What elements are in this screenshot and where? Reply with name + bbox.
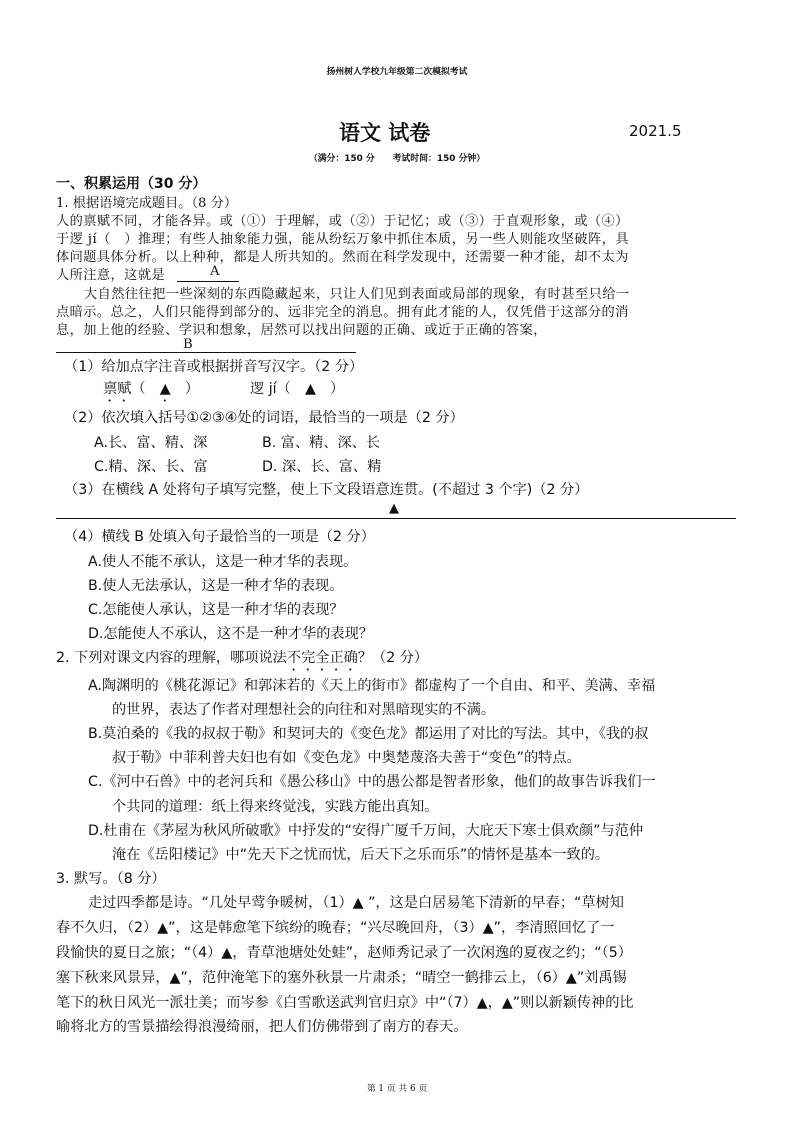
option[interactable]: B.莫泊桑的《我的叔叔于勒》和契诃夫的《变色龙》都运用了对比的写法。其中，《我的叔 <box>88 726 649 742</box>
passage-line: 人所注意，这就是 <box>56 268 166 283</box>
q3-line: 塞下秋来风景异，▲”，范仲淹笔下的塞外秋景一片肃杀；“晴空一鹤排云上，（6）▲”刘禹锡 <box>56 970 627 986</box>
q1-sub1: （1）给加点字注音或根据拼音写汉字。（2 分） <box>64 359 364 375</box>
option[interactable]: B. 富、精、深、长 <box>262 435 381 451</box>
blank-a-label: A <box>210 264 220 279</box>
subject-title: 语文 试卷 <box>339 121 431 145</box>
option[interactable]: D. 深、长、富、精 <box>262 459 382 475</box>
q2-title-post: ？（2 分） <box>357 650 429 666</box>
passage-line: 于逻 jí（ ）推理；有些人抽象能力强，能从纷纭万象中抓住本质，另一些人则能攻坚破阵，具 <box>56 232 629 247</box>
option[interactable]: D.杜甫在《茅屋为秋风所破歌》中抒发的“安得广厦千万间，大庇天下寒士俱欢颜”与范仲 <box>88 823 644 839</box>
option-cont: 淹在《岳阳楼记》中“先天下之忧而忧，后天下之乐而乐”的情怀是基本一致的。 <box>112 847 610 863</box>
option[interactable]: A.使人不能不承认，这是一种才华的表现。 <box>88 554 358 570</box>
option[interactable]: C.《河中石兽》中的老河兵和《愚公移山》中的愚公都是智者形象，他们的故事告诉我们一 <box>88 774 656 790</box>
q1-sub2: （2）依次填入括号①②③④处的词语，最恰当的一项是（2 分） <box>64 410 464 426</box>
q3-line: 笔下的秋日风光一派壮美；而岑参《白雪歌送武判官归京》中“（7）▲，▲”则以新颖传神的比 <box>56 995 634 1011</box>
answer-mark: ▲ <box>389 501 399 516</box>
exam-title: 扬州树人学校九年级第二次模拟考试 <box>326 67 468 77</box>
page-footer: 第 1 页 共 6 页 <box>366 1084 428 1094</box>
option[interactable]: A.长、富、精、深 <box>94 435 208 451</box>
section-heading: 一、积累运用（30 分） <box>56 176 207 192</box>
q3-title: 3. 默写。（8 分） <box>56 871 166 887</box>
q3-line: 段愉快的夏日之旅；“（4）▲，青草池塘处处蛙”，赵师秀记录了一次闲逸的夏夜之约；“（5） <box>56 945 632 961</box>
blank-b-line <box>56 352 356 353</box>
option[interactable]: A.陶渊明的《桃花源记》和郭沫若的《天上的街市》都虚构了一个自由、和平、美满、幸福 <box>88 678 656 694</box>
exam-info: （满分：150 分 考试时间：150 分钟） <box>308 154 486 164</box>
q1-title: 1. 根据语境完成题目。（8 分） <box>56 196 238 211</box>
q3-line: 春不久归，（2）▲”，这是韩愈笔下缤纷的晚春；“兴尽晚回舟，（3）▲”，李清照回忆了一 <box>56 920 615 936</box>
option[interactable]: C.怎能使人承认，这是一种才华的表现？ <box>88 602 344 618</box>
blank-a-line <box>177 281 239 282</box>
blank-b-label: B <box>183 337 193 352</box>
q2-title <box>56 647 428 674</box>
passage-line: 点暗示。总之，人们只能得到部分的、远非完全的消息。拥有此才能的人，仅凭借于这部分的消 <box>56 305 629 320</box>
exam-date: 2021.5 <box>629 122 682 140</box>
passage-line: 体问题具体分析。以上种种，都是人所共知的。然而在科学发现中，还需要一种才能，却不太为 <box>56 250 629 265</box>
option-cont: 的世界，表达了作者对理想社会的向往和对黑暗现实的不满。 <box>112 702 496 718</box>
option-cont: 叔于勒》中菲利普夫妇也有如《变色龙》中奥楚蔑洛夫善于“变色”的特点。 <box>112 750 581 766</box>
answer-blank-1[interactable]: 禀赋（ ▲ ） <box>103 381 200 397</box>
q1-sub3: （3）在横线 A 处将句子填写完整，使上下文段语意连贯。(不超过 3 个字)（2 分） <box>64 482 589 498</box>
option-cont: 个共同的道理：纸上得来终觉浅，实践方能出真知。 <box>112 799 439 815</box>
passage-line: 大自然往往把一些深刻的东西隐藏起来，只让人们见到表面或局部的现象，有时甚至只给一 <box>84 287 630 302</box>
q3-line: 走过四季都是诗。“几处早莺争暖树，（1）▲ ”，这是白居易笔下清新的早春；“草树知 <box>88 895 624 911</box>
q2-title-pre: 2. 下列对课文内容的理解，哪项说法 <box>56 650 287 666</box>
answer-blank-2[interactable]: 逻 jí（ ▲ ） <box>250 381 345 397</box>
answer-line[interactable] <box>56 518 736 519</box>
passage-line: 人的禀赋不同，才能各异。或（①）于理解，或（②）于记忆；或（③）于直观形象，或（④） <box>56 214 629 229</box>
q3-line: 喻将北方的雪景描绘得浪漫绮丽，把人们仿佛带到了南方的春天。 <box>56 1019 468 1035</box>
answer-blank <box>103 378 199 405</box>
option[interactable]: D.怎能使人不承认，这不是一种才华的表现？ <box>88 626 373 642</box>
passage-line: 息，加上他的经验、学识和想象，居然可以找出问题的正确、或近于正确的答案， <box>56 323 547 338</box>
q1-sub4: （4）横线 B 处填入句子最恰当的一项是（2 分） <box>64 529 375 545</box>
q2-title-emphasis: 不完全正确 <box>286 650 358 666</box>
option[interactable]: B.使人无法承认，这是一种才华的表现。 <box>88 578 344 594</box>
option[interactable]: C.精、深、长、富 <box>94 459 208 475</box>
